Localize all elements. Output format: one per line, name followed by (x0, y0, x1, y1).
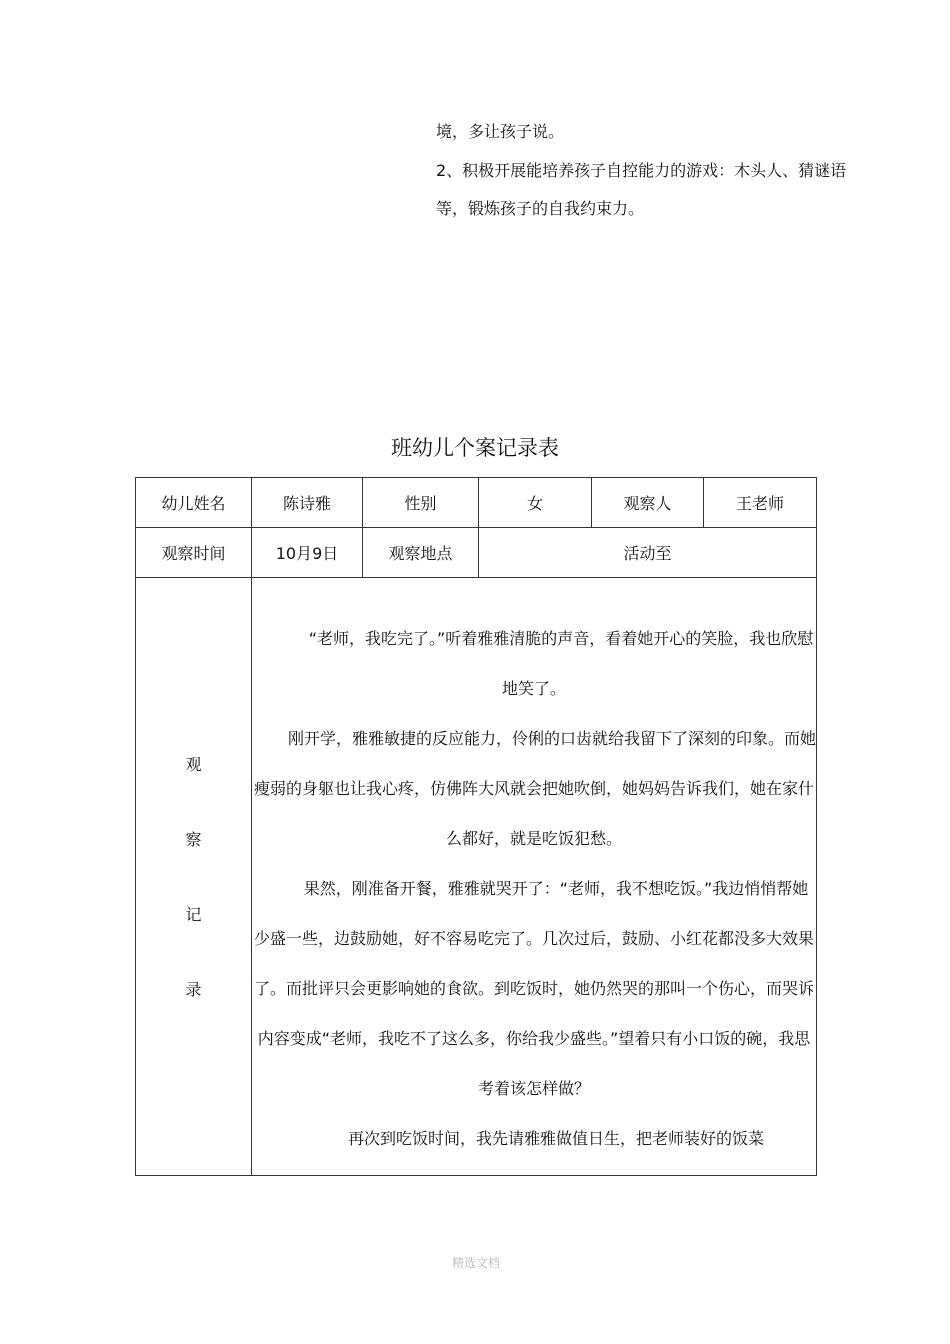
observe-place-label: 观察地点 (363, 528, 479, 578)
record-table (135, 477, 817, 1176)
label-char: 察 (185, 829, 202, 849)
gender-value: 女 (479, 478, 592, 528)
observer-label: 观察人 (592, 478, 704, 528)
table-row (136, 528, 817, 578)
child-name-label: 幼儿姓名 (136, 478, 252, 528)
observe-place-value: 活动至 (479, 528, 817, 578)
observe-time-label: 观察时间 (136, 528, 252, 578)
table-row (136, 478, 817, 528)
gender-label: 性别 (363, 478, 479, 528)
text-line-2: 2、积极开展能培养孩子自控能力的游戏：木头人、猜谜语 (436, 161, 847, 180)
observe-time-value: 10月9日 (252, 528, 363, 578)
text-line-3: 等，锻炼孩子的自我约束力。 (436, 199, 645, 218)
text-line-1: 境，多让孩子说。 (436, 122, 565, 141)
record-paragraph: 再次到吃饭时间，我先请雅雅做值日生，把老师装好的饭菜 (347, 1129, 764, 1148)
observation-record-label (136, 578, 252, 1176)
label-char: 录 (185, 979, 202, 999)
observer-value: 王老师 (704, 478, 817, 528)
footer-watermark: 精选文档 (452, 1256, 501, 1270)
label-char: 记 (185, 904, 202, 924)
record-paragraph: 刚开学，雅雅敏捷的反应能力，伶俐的口齿就给我留下了深刻的印象。而她瘦弱的身躯也让我心疼，仿佛阵大风就会把她吹倒，她妈妈告诉我们，她在家什么都好，就是吃饭犯愁。 (253, 729, 817, 848)
label-char: 观 (185, 754, 202, 774)
record-table-title: 班幼儿个案记录表 (391, 436, 559, 460)
child-name-value: 陈诗雅 (252, 478, 363, 528)
record-paragraph: “老师，我吃完了。”听着雅雅清脆的声音，看着她开心的笑脸，我也欣慰地笑了。 (308, 629, 814, 698)
table-row (136, 578, 817, 1176)
observation-record-body (252, 578, 817, 1176)
record-paragraph: 果然，刚准备开餐，雅雅就哭开了：“老师，我不想吃饭。”我边悄悄帮她少盛一些，边鼓励她，好不容易吃完了。几次过后，鼓励、小红花都没多大效果了。而批评只会更影响她的食欲。到吃饭时，她仍然哭的那叫一个伤心，而哭诉内容变成“老师，我吃不了这么多，你给我少盛些。”望着只有小口饭的碗，我思考着该怎样做？ (253, 879, 814, 1098)
